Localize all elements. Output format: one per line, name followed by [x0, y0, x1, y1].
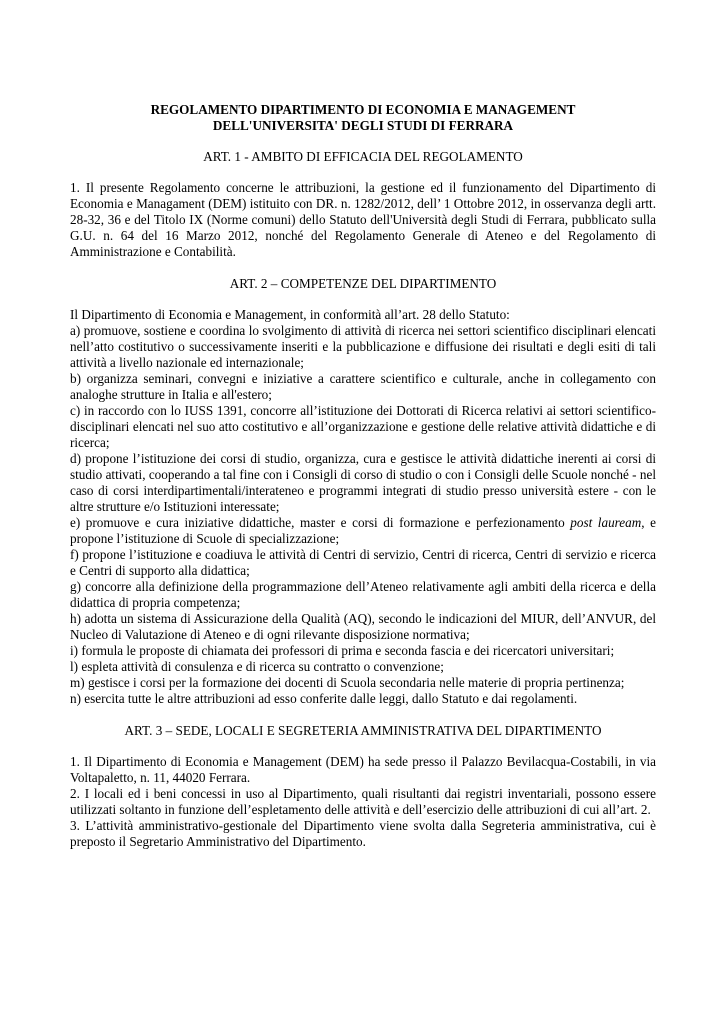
art2-item-e-text-end: , e propone l’istituzione di Scuole di specializzazione; [70, 515, 656, 546]
art3-paragraph-3: 3. L’attività amministrativo-gestionale del Dipartimento viene svolta dalla Segreteria amministrativa, cui è preposto il Segretario Amministrativo del Dipartimento. [70, 818, 656, 849]
art2-heading: ART. 2 – COMPETENZE DEL DIPARTIMENTO [229, 276, 497, 291]
art2-item-d: d) propone l’istituzione dei corsi di studio, organizza, cura e gestisce le attività didattiche inerenti ai corsi di studio attivati, cooperando a tal fine con i Consigli di corso di studio o con i Consigli delle Scuole nonché - nel caso di corsi interdipartimentali/interateneo e programmi integrati di studio presso università estere - con le altre strutture e/o Istituzioni interessate; [70, 451, 656, 514]
art2-item-m: m) gestisce i corsi per la formazione dei docenti di Scuola secondaria nelle materie di propria pertinenza; [70, 675, 625, 690]
art1-paragraph: 1. Il presente Regolamento concerne le attribuzioni, la gestione ed il funzionamento del Dipartimento di Economia e Managament (DEM) istituito con DR. n. 1282/2012, dell’ 1 Ottobre 2012, in osservanza degli artt. 28-32, 36 e del Titolo IX (Norme comuni) dello Statuto dell'Università degli Studi di Ferrara, pubblicato sulla G.U. n. 64 del 16 Marzo 2012, nonché del Regolamento Generale di Ateneo e del Regolamento di Amministrazione e Contabilità. [70, 180, 656, 259]
title-line-1: REGOLAMENTO DIPARTIMENTO DI ECONOMIA E MANAGEMENT [150, 102, 576, 117]
document-title [70, 102, 656, 134]
art2-item-e-text: e) promuove e cura iniziative didattiche, master e corsi di formazione e perfezionamento [70, 515, 571, 530]
art3-heading: ART. 3 – SEDE, LOCALI E SEGRETERIA AMMINISTRATIVA DEL DIPARTIMENTO [124, 723, 602, 738]
title-line-2: DELL'UNIVERSITA' DEGLI STUDI DI FERRARA [212, 118, 514, 133]
art3-paragraph-1: 1. Il Dipartimento di Economia e Management (DEM) ha sede presso il Palazzo Bevilacqua-Costabili, in via Voltapaletto, n. 11, 44020 Ferrara. [70, 754, 656, 785]
art1-heading: ART. 1 - AMBITO DI EFFICACIA DEL REGOLAMENTO [203, 149, 523, 164]
art2-item-e [70, 515, 656, 547]
art3-body [70, 754, 656, 850]
art2-item-a: a) promuove, sostiene e coordina lo svolgimento di attività di ricerca nei settori scientifico disciplinari elencati nell’atto costitutivo o successivamente inseriti e la pubblicazione e diffusione dei risultati e degli esiti di tali attività a livello nazionale ed internazionale; [70, 323, 656, 370]
art2-item-l: l) espleta attività di consulenza e di ricerca su contratto o convenzione; [70, 659, 444, 674]
art2-item-h: h) adotta un sistema di Assicurazione della Qualità (AQ), secondo le indicazioni del MIUR, dell’ANVUR, del Nucleo di Valutazione di Ateneo e di ogni rilevante disposizione normativa; [70, 611, 656, 642]
art1-body [70, 180, 656, 260]
art2-item-n: n) esercita tutte le altre attribuzioni ad esso conferite dalle leggi, dallo Statuto e dai regolamenti. [70, 691, 578, 706]
art2-item-i: i) formula le proposte di chiamata dei professori di prima e seconda fascia e dei ricercatori universitari; [70, 643, 615, 658]
art2-item-e-italic: post lauream [570, 515, 642, 530]
document-page [70, 102, 656, 866]
art2-item-g: g) concorre alla definizione della programmazione dell’Ateneo relativamente agli ambiti della ricerca e della didattica di propria competenza; [70, 579, 656, 610]
art2-intro: Il Dipartimento di Economia e Management, in conformità all’art. 28 dello Statuto: [70, 307, 510, 322]
art2-body [70, 307, 656, 707]
art3-paragraph-2: 2. I locali ed i beni concessi in uso al Dipartimento, quali risultanti dai registri inventariali, possono essere utilizzati soltanto in funzione dell’espletamento delle attività e dell’esercizio delle attribuzioni di cui all’art. 2. [70, 786, 656, 817]
art2-item-c: c) in raccordo con lo IUSS 1391, concorre all’istituzione dei Dottorati di Ricerca relativi ai settori scientifico-disciplinari elencati nel suo atto costitutivo e all’organizzazione e gestione delle relative attività didattiche e di ricerca; [70, 403, 656, 450]
art2-item-b: b) organizza seminari, convegni e iniziative a carattere scientifico e culturale, anche in collegamento con analoghe strutture in Italia e all'estero; [70, 371, 656, 402]
art2-item-f: f) propone l’istituzione e coadiuva le attività di Centri di servizio, Centri di ricerca, Centri di servizio e ricerca e Centri di supporto alla didattica; [70, 547, 656, 578]
